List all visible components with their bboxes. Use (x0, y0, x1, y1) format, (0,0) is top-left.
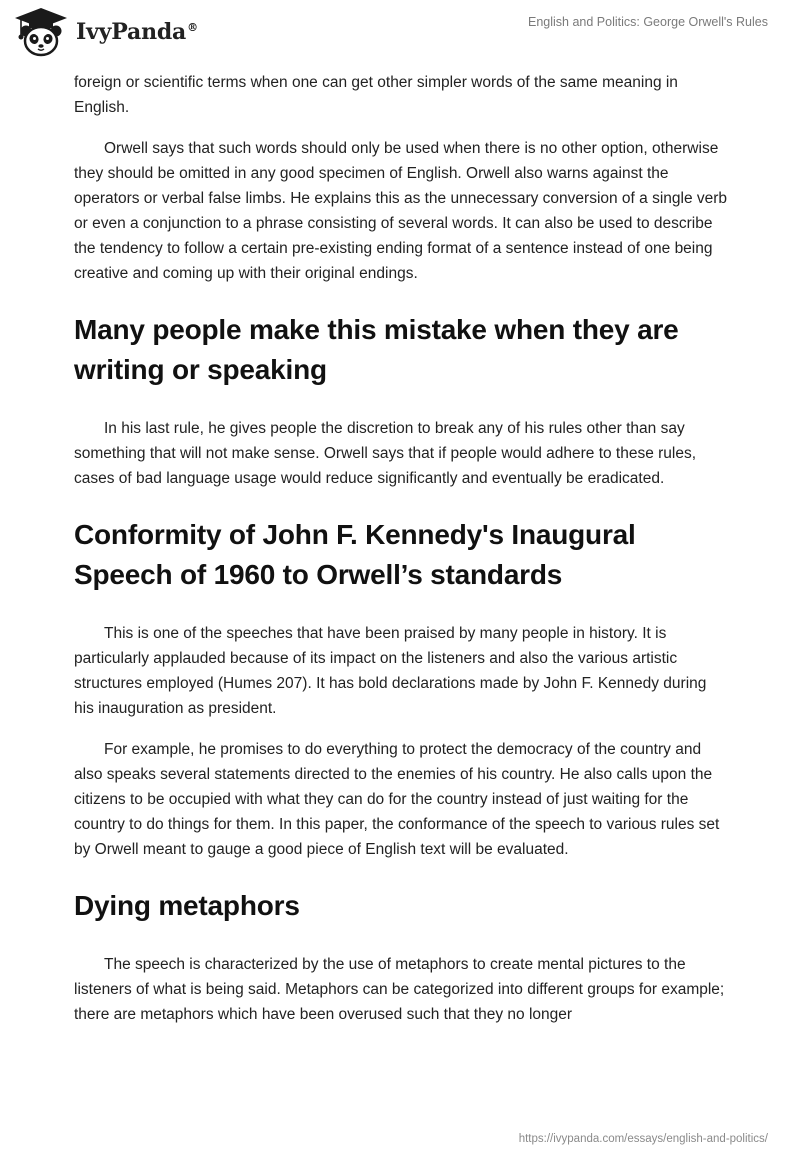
section-heading-mistake: Many people make this mistake when they are writing or speaking (74, 314, 679, 385)
paragraph-4: This is one of the speeches that have been praised by many people in history. It is particularly applauded because of its impact on the listeners and also the various artistic structures employed (Humes 207). It has bold declarations made by John F. Kennedy during his inauguration as president. (74, 625, 707, 717)
paragraph-1: foreign or scientific terms when one can get other simpler words of the same meaning in English. (74, 74, 678, 116)
paragraph-5: For example, he promises to do everything to protect the democracy of the country and also speaks several statements directed to the enemies of his country. He also calls upon the citizens to be occupied with what they can do for the country instead of just waiting for the country to do things for them. In this paper, the conformance of the speech to various rules set by Orwell meant to gauge a good piece of English text will be evaluated. (74, 741, 720, 858)
paragraph-3: In his last rule, he gives people the discretion to break any of his rules other than say something that will not make sense. Orwell says that if people would adhere to these rules, cases of bad language usage would reduce significantly and eventually be eradicated. (74, 420, 697, 487)
document-title: English and Politics: George Orwell's Rules (528, 15, 768, 29)
essay-content (74, 70, 730, 1043)
brand-name: IvyPanda® (76, 19, 198, 45)
brand-logo[interactable] (13, 6, 198, 58)
paragraph-6: The speech is characterized by the use of metaphors to create mental pictures to the listeners of what is being said. Metaphors can be categorized into different groups for example; there are metaphors which have been overused such that they no longer (74, 956, 725, 1023)
registered-mark: ® (187, 20, 198, 34)
section-heading-dying-metaphors: Dying metaphors (74, 890, 300, 921)
section-heading-conformity: Conformity of John F. Kennedy's Inaugural Speech of 1960 to Orwell’s standards (74, 519, 636, 590)
panda-logo-icon (13, 6, 69, 58)
page-header (0, 0, 800, 66)
source-url[interactable]: https://ivypanda.com/essays/english-and-politics/ (518, 1133, 768, 1145)
paragraph-2: Orwell says that such words should only be used when there is no other option, otherwise they should be omitted in any good specimen of English. Orwell also warns against the operators or verbal false limbs. He explains this as the unnecessary conversion of a single verb or even a conjunction to a phrase consisting of several words. It can also be used to describe the tendency to follow a certain pre-existing ending format of a sentence instead of one being creative and coming up with their original endings. (74, 140, 728, 282)
